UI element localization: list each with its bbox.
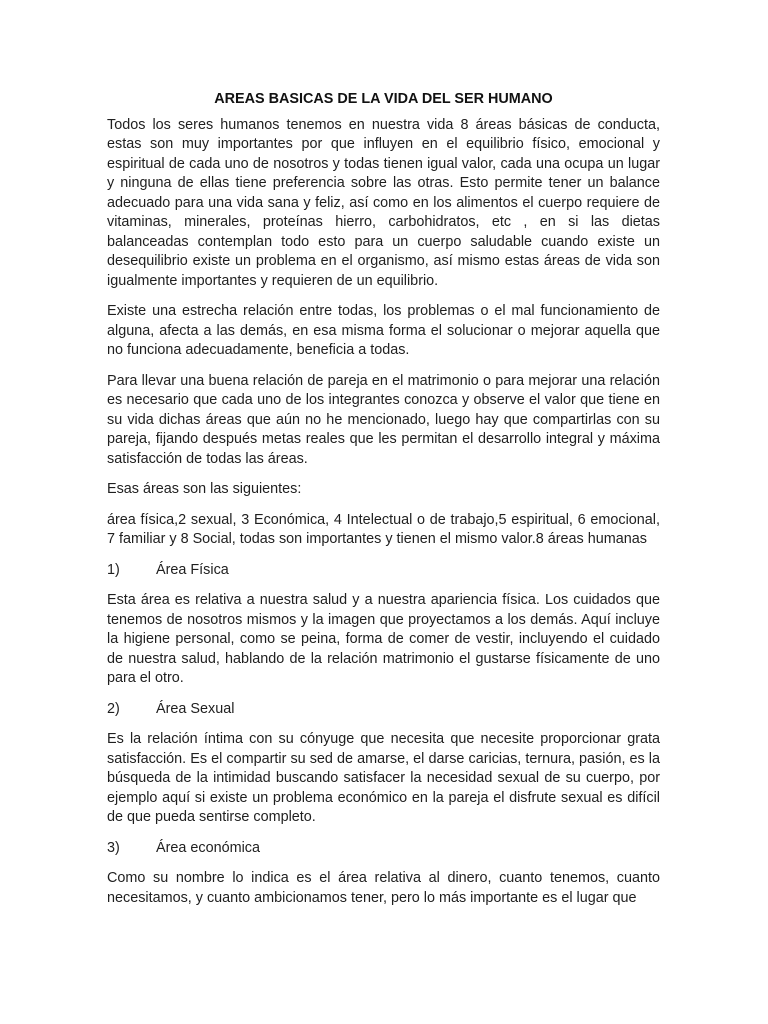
section-text-physical: Esta área es relativa a nuestra salud y a nuestra apariencia física. Los cuidados que tenemos de nosotros mismos y la imagen que proyectamos a los demás. Aquí incluye la higiene personal, como se peina, forma de comer de vestir, incluyendo el cuidado de nuestra salud, hablando de la relación matrimonio el gustarse físicamente de uno para el otro. (107, 592, 660, 686)
section-number: 1) (107, 561, 120, 578)
document-body (107, 90, 660, 919)
section-heading-physical (107, 561, 660, 581)
section-heading-economic (107, 839, 660, 859)
section-title: Área económica (156, 839, 260, 856)
section-title: Área Física (156, 561, 229, 578)
section-text-economic: Como su nombre lo indica es el área relativa al dinero, cuanto tenemos, cuanto necesitamos, y cuanto ambicionamos tener, pero lo más importante es el lugar que (107, 870, 660, 906)
section-heading-sexual (107, 700, 660, 720)
section-number: 3) (107, 839, 120, 856)
document-title: AREAS BASICAS DE LA VIDA DEL SER HUMANO (214, 91, 553, 107)
paragraph-areas-intro: Esas áreas son las siguientes: (107, 481, 302, 497)
paragraph-intro: Todos los seres humanos tenemos en nuestra vida 8 áreas básicas de conducta, estas son muy importantes por que influyen en el equilibrio físico, emocional y espiritual de cada uno de nosotros y todas tienen igual valor, cada una ocupa un lugar y ninguna de ellas tiene preferencia sobre las otras. Esto permite tener un balance adecuado para una vida sana y feliz, así como en los alimentos el cuerpo requiere de vitaminas, minerales, proteínas hierro, carbohidratos, etc , en si las dietas balanceadas contemplan todo esto para un cuerpo saludable cuando existe un desequilibrio existe un problema en el organismo, así mismo estas áreas de vida son igualmente importantes y requieren de un equilibrio. (107, 116, 660, 289)
section-number: 2) (107, 700, 120, 717)
paragraph-couple: Para llevar una buena relación de pareja en el matrimonio o para mejorar una relación es necesario que cada uno de los integrantes conozca y observe el valor que tiene en su vida dichas áreas que aún no he mencionado, luego hay que compartirlas con su pareja, fijando después metas reales que les permitan el desarrollo integral y máxima satisfacción de todas las áreas. (107, 372, 660, 467)
section-text-sexual: Es la relación íntima con su cónyuge que necesita que necesite proporcionar grata satisfacción. Es el compartir su sed de amarse, el darse caricias, ternura, pasión, es la búsqueda de la intimidad buscando satisfacer la necesidad sexual de su cuerpo, por ejemplo aquí si existe un problema económico en la pareja el disfrute sexual es difícil de que pueda sentirse completo. (107, 731, 660, 825)
paragraph-relation: Existe una estrecha relación entre todas, los problemas o el mal funcionamiento de alguna, afecta a las demás, en esa misma forma el solucionar o mejorar aquella que no funciona adecuadamente, beneficia a todas. (107, 303, 660, 358)
section-title: Área Sexual (156, 700, 235, 717)
paragraph-areas-list: área física,2 sexual, 3 Económica, 4 Intelectual o de trabajo,5 espiritual, 6 emocional, 7 familiar y 8 Social, todas son importantes y tienen el mismo valor.8 áreas humanas (107, 511, 660, 547)
